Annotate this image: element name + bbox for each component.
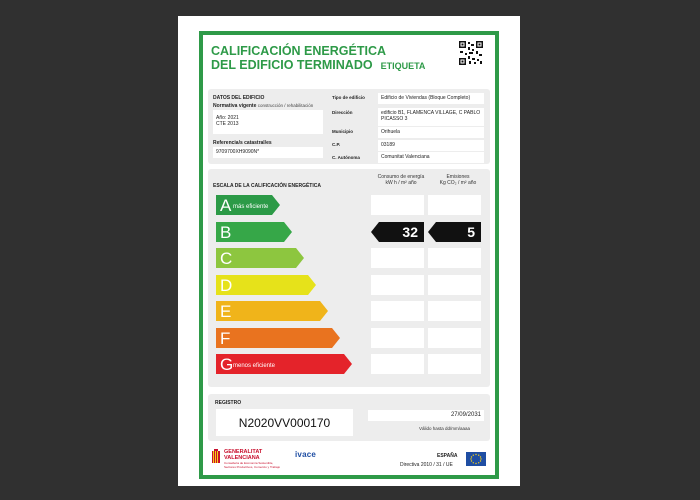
emissions-cell — [428, 275, 481, 295]
energy-cell — [371, 248, 424, 268]
energy-column-unit: kW h / m² año — [385, 180, 417, 186]
energy-consumption-value — [371, 222, 424, 242]
emissions-cell — [428, 248, 481, 268]
generalitat-name — [224, 449, 262, 461]
emissions-cell — [428, 301, 481, 321]
generalitat-emblem-icon — [211, 449, 221, 465]
rating-bar-g — [216, 354, 352, 374]
region-value: Comunitat Valenciana — [378, 152, 484, 163]
regulation-label — [213, 103, 313, 109]
generalitat-department: Conselleria de Economía Sostenible, Sectores Productivos, Comercio y Trabajo — [224, 461, 281, 469]
emissions-cell — [428, 328, 481, 348]
energy-cell — [371, 354, 424, 374]
title-tag: ETIQUETA — [380, 61, 426, 71]
scale-title: ESCALA DE LA CALIFICACIÓN ENERGÉTICA — [213, 183, 321, 189]
emissions-column-header — [428, 174, 488, 186]
directive-label: Directiva 2010 / 31 / UE — [400, 462, 453, 468]
emissions-column-label: Emisiones — [446, 174, 470, 180]
rating-letter: E — [220, 302, 232, 321]
emissions-value — [428, 222, 481, 242]
regulation-note: construcción / rehabilitación — [257, 103, 314, 108]
eu-flag-icon — [466, 452, 486, 466]
energy-consumption-number: 32 — [402, 223, 418, 240]
building-data-panel — [208, 89, 490, 164]
energy-cell — [371, 275, 424, 295]
energy-column-header — [371, 174, 431, 186]
title-line1: CALIFICACIÓN ENERGÉTICA — [211, 44, 386, 58]
municipality-label: Municipio — [332, 129, 353, 134]
rating-letter: B — [220, 222, 232, 242]
energy-cell — [371, 195, 424, 215]
regulation-year: Año: 2021 — [216, 115, 239, 121]
emissions-cell — [428, 195, 481, 215]
rating-scale-panel — [208, 169, 490, 387]
label-title — [211, 44, 425, 73]
rating-note: menos eficiente — [233, 363, 276, 369]
rating-letter: C — [220, 249, 233, 268]
municipality-value: Orihuela — [378, 127, 484, 138]
qr-code-icon — [459, 41, 483, 65]
cadastre-value: 9709700XH9090N* — [213, 147, 323, 158]
region-label: C. Autónoma — [332, 155, 360, 160]
registry-label: REGISTRO — [215, 400, 242, 406]
rating-bar-b — [216, 222, 292, 242]
valid-until-date: 27/09/2031 — [368, 410, 484, 421]
registry-panel — [208, 394, 490, 441]
label-frame — [199, 31, 499, 479]
energy-cell — [371, 301, 424, 321]
title-line2: DEL EDIFICIO TERMINADO — [211, 58, 373, 72]
emissions-column-unit: Kg CO₂ / m² año — [439, 180, 477, 186]
country-label: ESPAÑA — [437, 453, 458, 459]
agency-logo — [295, 450, 316, 459]
emissions-number: 5 — [467, 223, 475, 240]
energy-cell — [371, 328, 424, 348]
rating-letter: A — [220, 196, 232, 215]
agency-name: ivace — [295, 450, 317, 459]
type-label: Tipo de edificio — [332, 95, 365, 100]
generalitat-line1: GENERALITAT — [224, 449, 263, 455]
rating-bar-a — [216, 195, 280, 215]
building-section-label: DATOS DEL EDIFICIO — [213, 95, 265, 101]
rating-bar-c — [216, 248, 304, 268]
address-label: Dirección — [332, 110, 353, 115]
address-value: edificio B1, FLAMENCA VILLAGE, C PABLO PICASSO 3 — [378, 108, 484, 126]
cadastre-label: Referencia/s catastral/es — [213, 140, 272, 146]
energy-label-document — [178, 16, 520, 486]
regulation-values — [213, 110, 323, 134]
valid-until-label: Válido hasta dd/mm/aaaa — [419, 426, 471, 431]
rating-bar-e — [216, 301, 328, 321]
rating-letter: G — [220, 355, 234, 374]
energy-column-label: Consumo de energía — [377, 174, 425, 180]
regulation-code: CTE 2013 — [216, 121, 239, 127]
type-value: Edificio de Viviendas (Bloque Completo) — [378, 93, 484, 104]
cp-label: C.P. — [332, 142, 341, 147]
registry-number: N2020VV000170 — [216, 409, 353, 436]
rating-bar-f — [216, 328, 340, 348]
emissions-cell — [428, 354, 481, 374]
generalitat-line2: VALENCIANA — [224, 455, 260, 461]
rating-letter: F — [220, 328, 231, 348]
rating-note: más eficiente — [233, 204, 269, 210]
regulation-label-text: Normativa vigente — [213, 103, 257, 109]
cp-value: 03189 — [378, 140, 484, 151]
rating-bar-d — [216, 275, 316, 295]
rating-letter: D — [220, 275, 233, 295]
